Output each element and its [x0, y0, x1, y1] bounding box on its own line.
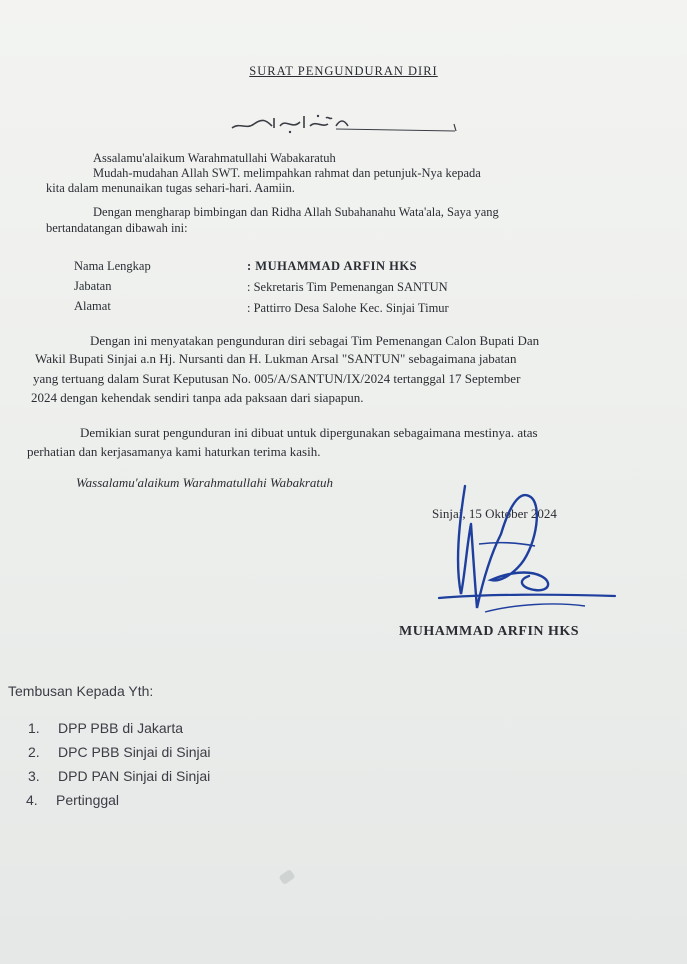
farewell: Wassalamu'alaikum Warahmatullahi Wabakratuh [76, 475, 334, 490]
identity-label-name: Nama Lengkap [74, 259, 151, 273]
cc-item-number: 1. [28, 720, 40, 736]
letter-title: SURAT PENGUNDURAN DIRI [249, 64, 438, 78]
greeting: Assalamu'alaikum Warahmatullahi Wabakaratuh [93, 151, 336, 165]
place-date: Sinjai, 15 Oktober 2024 [432, 506, 557, 521]
intro-line-2: kita dalam menunaikan tugas sehari-hari. Aamiin. [46, 181, 295, 195]
cc-item-text: Pertinggal [56, 792, 120, 808]
cc-item [28, 744, 211, 760]
closing-line-1: Demikian surat pengunduran ini dibuat untuk dipergunakan sebagaimana mestinya. atas [80, 425, 538, 440]
identity-value-name: : MUHAMMAD ARFIN HKS [247, 259, 418, 273]
paper-mark [278, 869, 295, 885]
declaration-line-4: 2024 dengan kehendak sendiri tanpa ada paksaan dari siapapun. [31, 390, 364, 405]
declaration-line-2: Wakil Bupati Sinjai a.n Hj. Nursanti dan H. Lukman Arsal "SANTUN" sebagaimana jabatan [35, 351, 517, 366]
cc-item-text: DPP PBB di Jakarta [58, 720, 184, 736]
identity-value-position: : Sekretaris Tim Pemenangan SANTUN [247, 280, 448, 294]
identity-label-address: Alamat [74, 299, 111, 313]
cc-item [28, 768, 210, 784]
signature-image [425, 484, 625, 624]
declaration-line-1: Dengan ini menyatakan pengunduran diri sebagai Tim Pemenangan Calon Bupati Dan [90, 333, 540, 348]
cc-item-number: 3. [28, 768, 40, 784]
cc-item-number: 4. [26, 792, 38, 808]
cc-title: Tembusan Kepada Yth: [8, 683, 154, 699]
cc-item-number: 2. [28, 744, 40, 760]
identity-value-address: : Pattirro Desa Salohe Kec. Sinjai Timur [247, 301, 449, 315]
statement-line-1: Dengan mengharap bimbingan dan Ridha Allah Subahanahu Wata'ala, Saya yang [93, 205, 499, 219]
identity-label-position: Jabatan [74, 279, 112, 293]
basmalah-calligraphy [230, 112, 460, 136]
statement-line-2: bertandatangan dibawah ini: [46, 221, 188, 235]
cc-item [28, 720, 183, 736]
closing-line-2: perhatian dan kerjasamanya kami haturkan terima kasih. [27, 444, 321, 459]
cc-item-text: DPC PBB Sinjai di Sinjai [58, 744, 211, 760]
declaration-line-3: yang tertuang dalam Surat Keputusan No. 005/A/SANTUN/IX/2024 tertanggal 17 September [33, 371, 521, 386]
intro-line-1: Mudah-mudahan Allah SWT. melimpahkan rahmat dan petunjuk-Nya kepada [93, 166, 481, 180]
cc-item-text: DPD PAN Sinjai di Sinjai [58, 768, 211, 784]
signer-name: MUHAMMAD ARFIN HKS [399, 624, 580, 639]
cc-item [26, 792, 119, 808]
